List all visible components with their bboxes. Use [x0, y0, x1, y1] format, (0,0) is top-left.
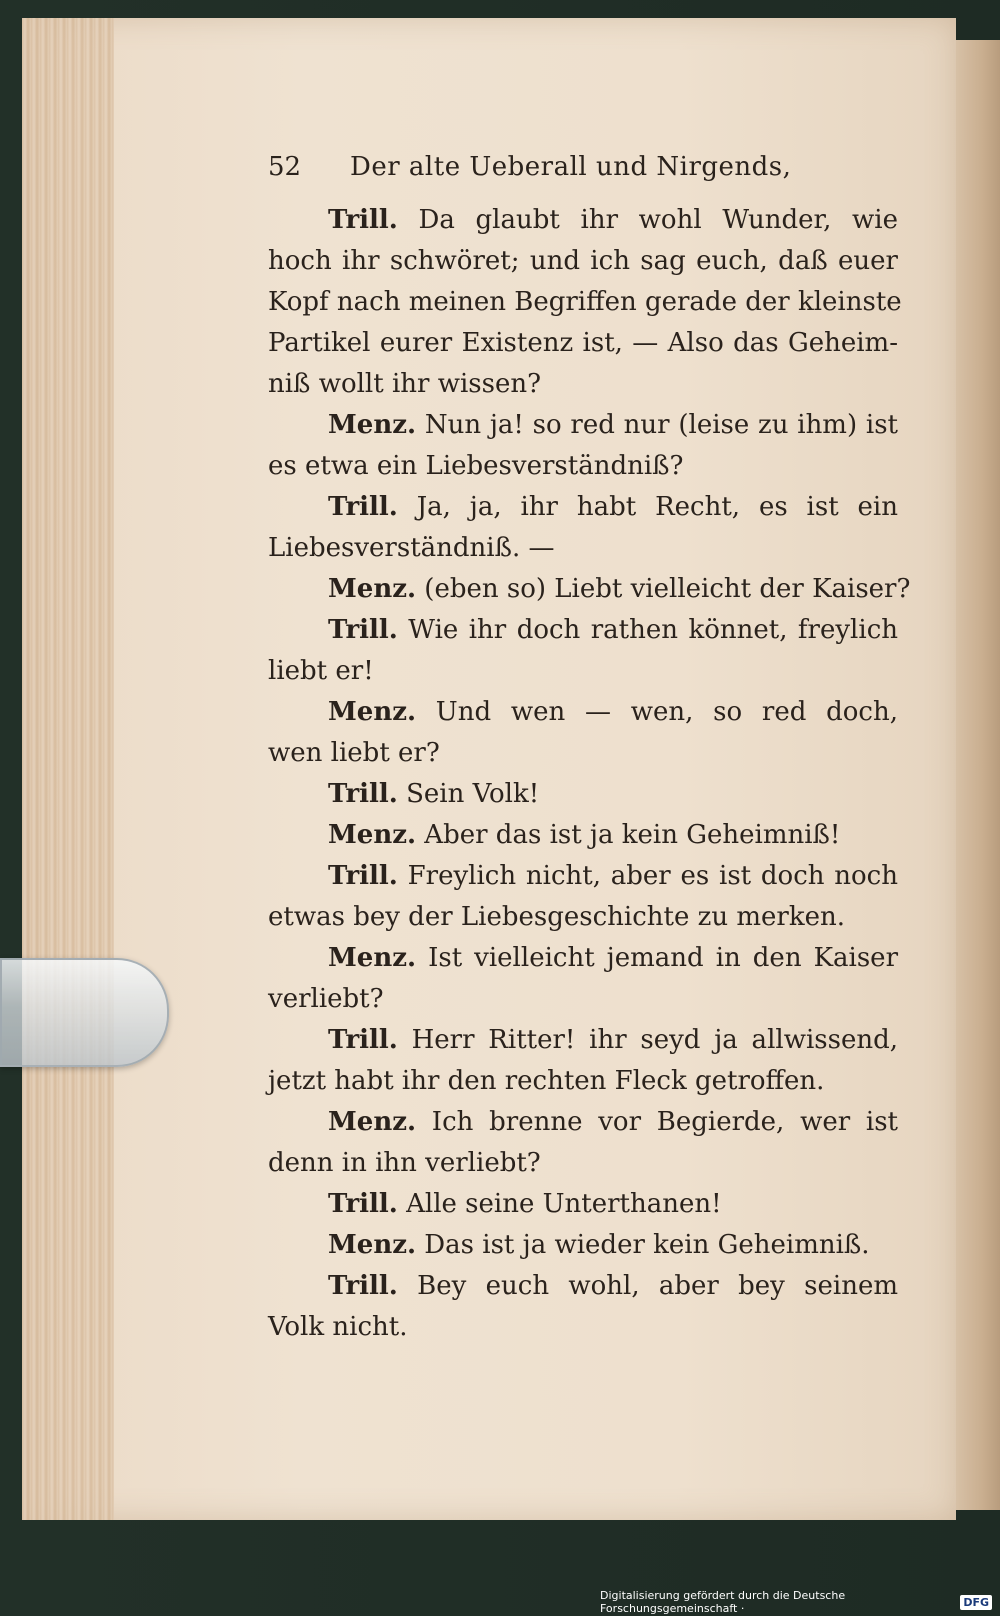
text-line: [268, 405, 898, 446]
text-line: [268, 323, 898, 364]
page-holder-clip: [0, 958, 169, 1067]
page-header: [268, 148, 898, 188]
text-line: [268, 282, 902, 323]
speaker-name: Menz.: [328, 820, 417, 850]
line-text: jetzt habt ihr den rechten Fleck getroffen.: [268, 1066, 825, 1096]
digitization-credit: [600, 1589, 992, 1615]
line-text: verliebt?: [268, 984, 384, 1014]
speaker-name: Menz.: [328, 1107, 417, 1137]
page-text: [268, 148, 911, 1348]
line-text: Und wen — wen, so red doch,: [416, 697, 898, 727]
text-line: [268, 487, 898, 528]
line-text: Da glaubt ihr wohl Wunder, wie: [397, 205, 898, 235]
speaker-name: Menz.: [328, 697, 417, 727]
line-text: etwas bey der Liebesgeschichte zu merken.: [268, 902, 845, 932]
text-line: [268, 1061, 898, 1102]
line-text: Nun ja! so red nur (leise zu ihm) ist: [416, 410, 898, 440]
speaker-name: Menz.: [328, 1230, 417, 1260]
speaker-name: Menz.: [328, 943, 417, 973]
line-text: liebt er!: [268, 656, 374, 686]
line-text: Bey euch wohl, aber bey seinem: [397, 1271, 898, 1301]
speaker-name: Trill.: [328, 1025, 398, 1055]
running-title: Der alte Ueberall und Nirgends,: [350, 152, 792, 182]
line-text: Liebesverständniß. —: [268, 533, 555, 563]
facing-page-edge: [952, 40, 1000, 1510]
line-text: Volk nicht.: [268, 1312, 408, 1342]
speaker-name: Trill.: [328, 1189, 398, 1219]
dfg-logo: DFG: [960, 1595, 992, 1610]
line-text: Ich brenne vor Begierde, wer ist: [416, 1107, 898, 1137]
line-text: Ja, ja, ihr habt Recht, es ist ein: [397, 492, 898, 522]
text-line: [268, 1225, 898, 1266]
text-line: [268, 1143, 898, 1184]
line-text: Partikel eurer Existenz ist, — Also das Geheim-: [268, 328, 898, 358]
text-line: [268, 610, 898, 651]
speaker-name: Trill.: [328, 861, 398, 891]
text-line: [268, 569, 911, 610]
text-line: [268, 528, 898, 569]
text-line: [268, 774, 898, 815]
line-text: Ist vielleicht jemand in den Kaiser: [416, 943, 898, 973]
text-line: [268, 446, 898, 487]
line-text: Kopf nach meinen Begriffen gerade der kleinste: [268, 287, 902, 317]
line-text: Sein Volk!: [397, 779, 540, 809]
text-line: [268, 856, 898, 897]
text-line: [268, 692, 898, 733]
speaker-name: Trill.: [328, 615, 398, 645]
page-number: 52: [268, 152, 302, 182]
speaker-name: Trill.: [328, 492, 398, 522]
speaker-name: Trill.: [328, 1271, 398, 1301]
line-text: es etwa ein Liebesverständniß?: [268, 451, 684, 481]
text-line: [268, 1307, 898, 1348]
line-text: (eben so) Liebt vielleicht der Kaiser?: [416, 574, 911, 604]
text-line: [268, 1102, 898, 1143]
text-line: [268, 897, 898, 938]
text-line: [268, 364, 898, 405]
speaker-name: Trill.: [328, 205, 398, 235]
speaker-name: Trill.: [328, 779, 398, 809]
line-text: wen liebt er?: [268, 738, 440, 768]
line-text: Herr Ritter! ihr seyd ja allwissend,: [397, 1025, 898, 1055]
line-text: Freylich nicht, aber es ist doch noch: [397, 861, 898, 891]
line-text: Das ist ja wieder kein Geheimniß.: [416, 1230, 870, 1260]
credit-text: Digitalisierung gefördert durch die Deutsche Forschungsgemeinschaft ·: [600, 1589, 846, 1615]
line-text: denn in ihn verliebt?: [268, 1148, 541, 1178]
page-stack-edge: [22, 18, 114, 1520]
dialogue-lines: [268, 200, 911, 1348]
text-line: [268, 1266, 898, 1307]
speaker-name: Menz.: [328, 574, 417, 604]
text-line: [268, 815, 898, 856]
text-line: [268, 241, 898, 282]
line-text: hoch ihr schwöret; und ich sag euch, daß euer: [268, 246, 898, 276]
line-text: Alle seine Unterthanen!: [397, 1189, 722, 1219]
text-line: [268, 733, 898, 774]
text-line: [268, 979, 898, 1020]
line-text: Wie ihr doch rathen könnet, freylich: [397, 615, 898, 645]
line-text: niß wollt ihr wissen?: [268, 369, 542, 399]
text-line: [268, 938, 898, 979]
text-line: [268, 1184, 898, 1225]
text-line: [268, 651, 898, 692]
text-line: [268, 1020, 898, 1061]
text-line: [268, 200, 898, 241]
speaker-name: Menz.: [328, 410, 417, 440]
line-text: Aber das ist ja kein Geheimniß!: [416, 820, 841, 850]
